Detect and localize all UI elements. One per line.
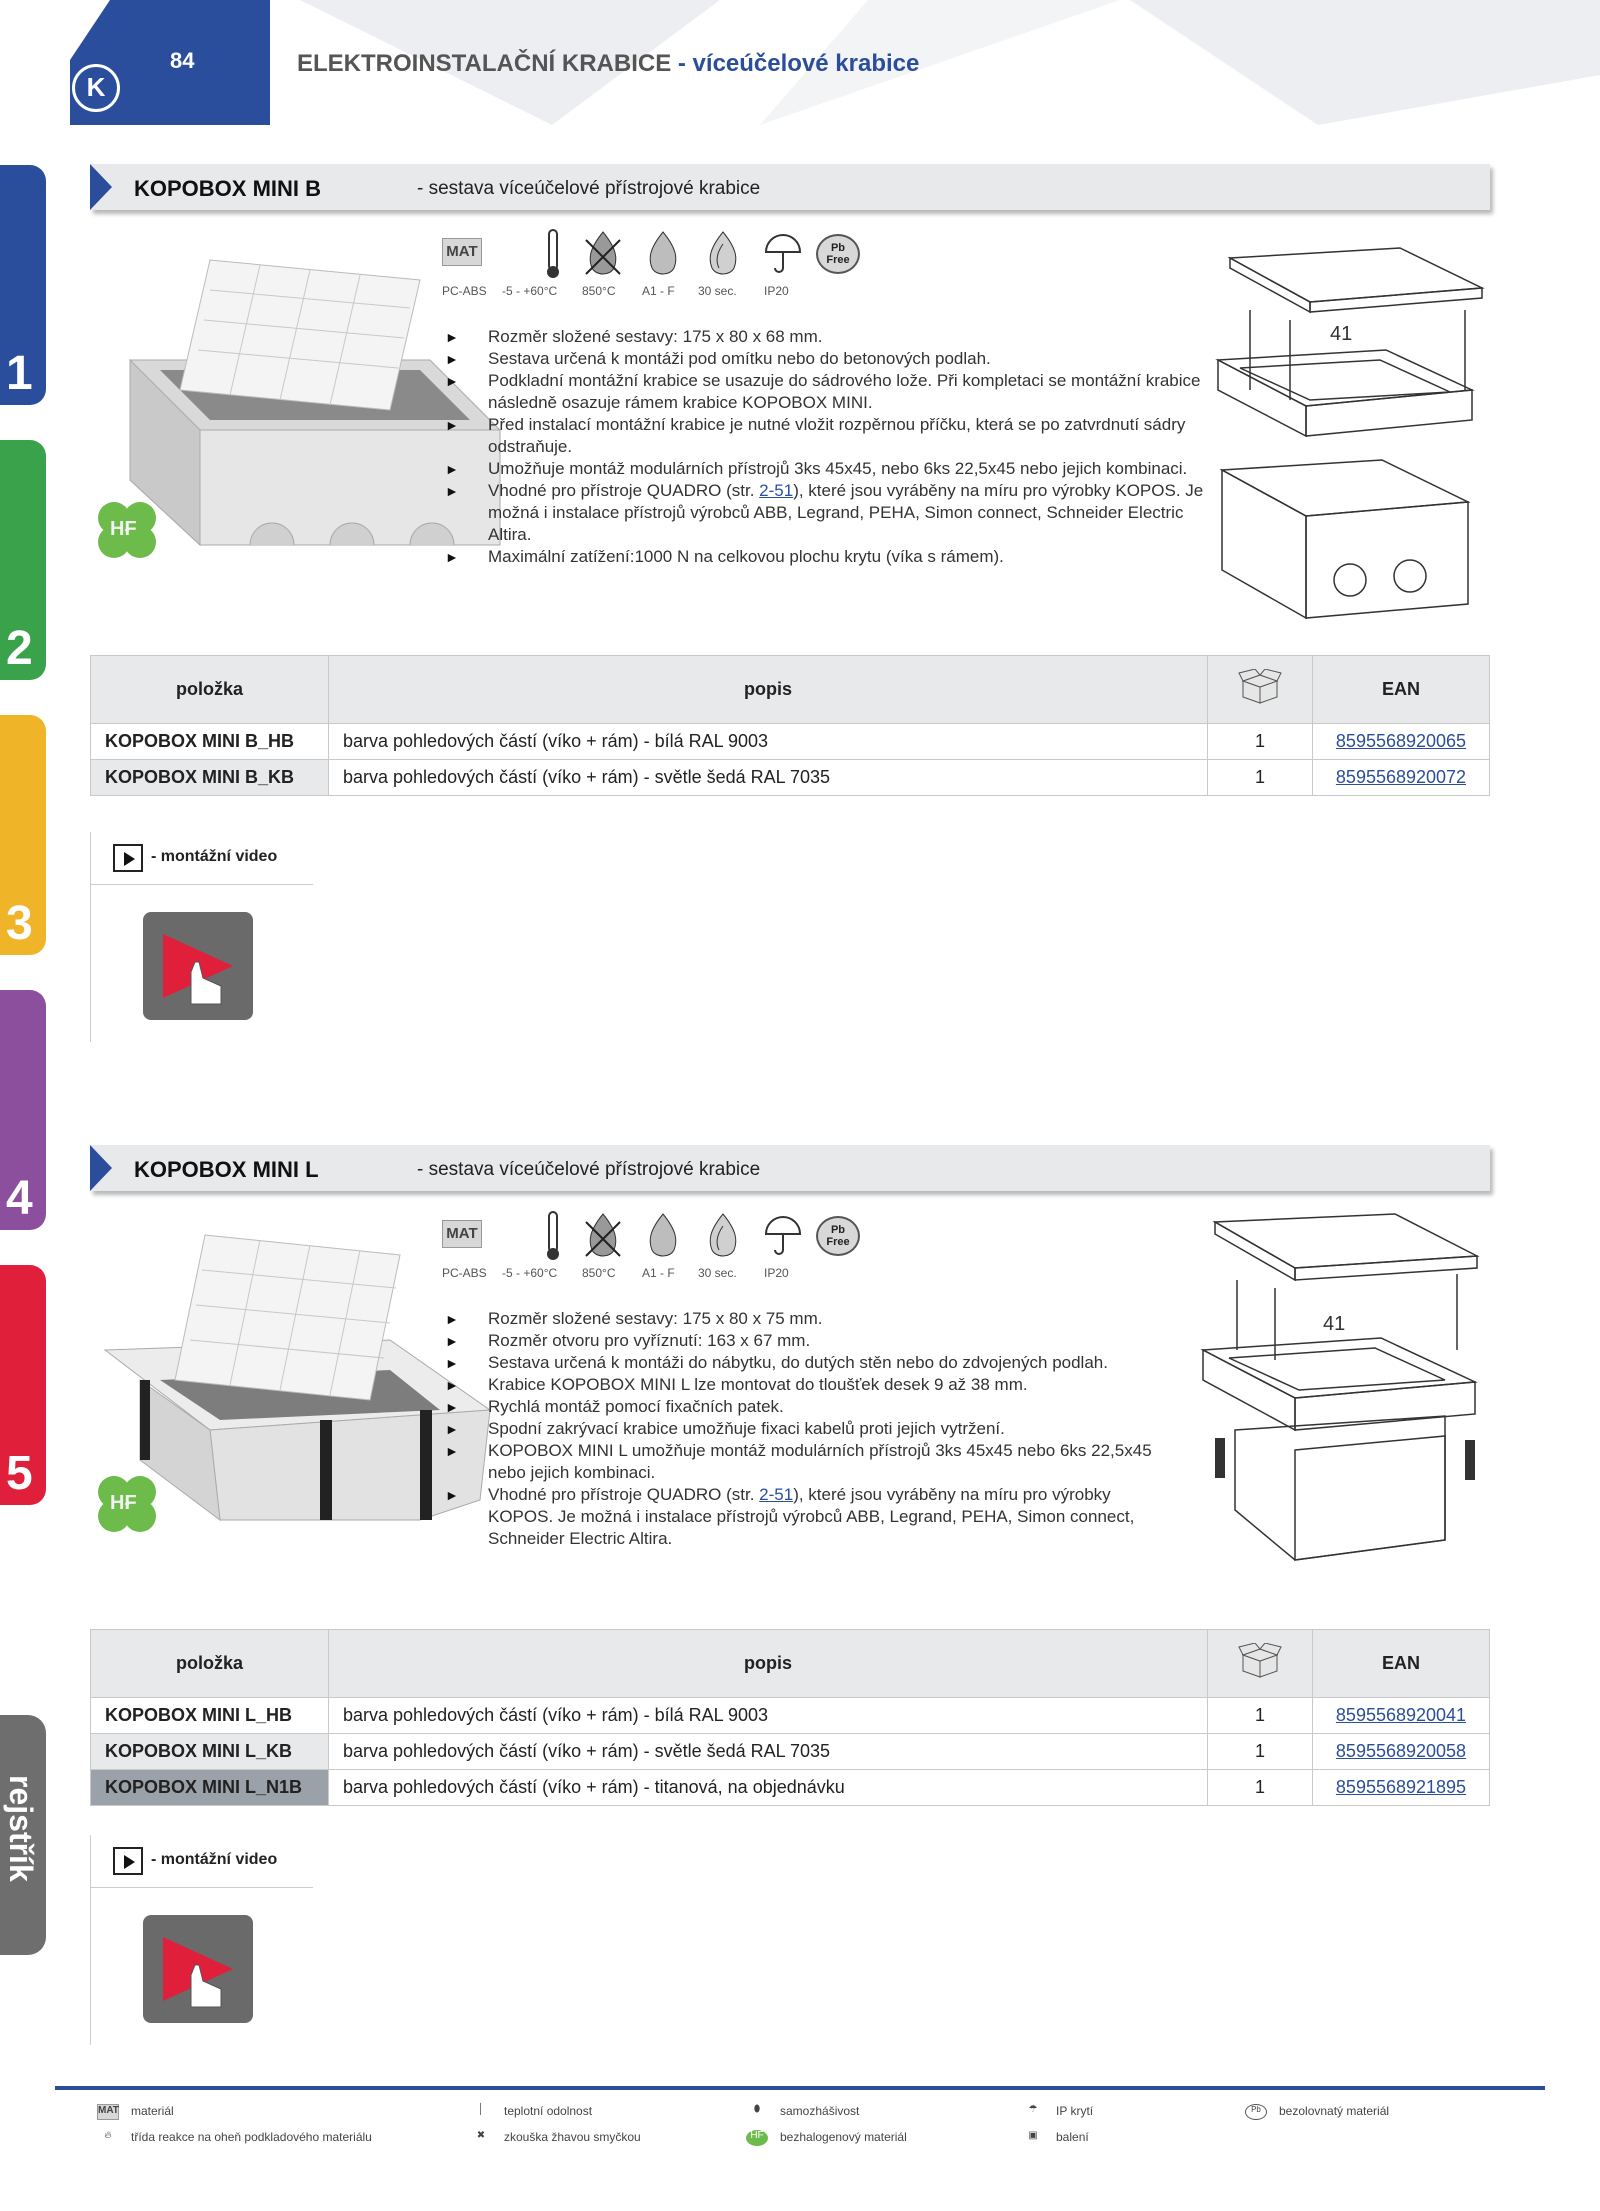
material-label: PC-ABS xyxy=(442,284,487,298)
ip-label: IP20 xyxy=(764,1266,789,1280)
column-header-packing xyxy=(1208,1630,1313,1698)
feature-item: ► Umožňuje montáž modulárních přístrojů 3ks 45x45, nebo 6ks 22,5x45 nebo jejich kombinaci. xyxy=(445,458,1205,480)
legend-glow-wire: ✖ zkouška žhavou smyčkou xyxy=(470,2130,641,2146)
legend-lead-free: Pb bezolovnatý materiál xyxy=(1245,2104,1389,2120)
column-header-item: položka xyxy=(91,656,329,724)
section-arrow-icon xyxy=(90,1145,112,1191)
section-subtitle: - sestava víceúčelové přístrojové krabice xyxy=(417,1159,761,1180)
lead-free-icon: Pb Free xyxy=(816,1216,860,1256)
column-header-packing xyxy=(1208,656,1313,724)
cell-ean[interactable]: 8595568920041 xyxy=(1313,1698,1490,1734)
section-subtitle: - sestava víceúčelové přístrojové krabice xyxy=(417,178,761,199)
legend-self-extinguish: ⬮ samozhášivost xyxy=(746,2104,859,2120)
play-video-icon xyxy=(143,1915,253,2023)
feature-item: ► Vhodné pro přístroje QUADRO (str. 2-51), které jsou vyráběny na míru pro výrobky KOPOS. Je možná i instalace přístrojů výrobců ABB, Legrand, PEHA, Simon connect, Schneider Electric Altira. xyxy=(445,480,1205,546)
column-header-item: položka xyxy=(91,1630,329,1698)
section-arrow-icon xyxy=(90,164,112,210)
section-name: KOPOBOX MINI L xyxy=(134,1157,319,1182)
thermometer-icon: │ xyxy=(477,2104,485,2115)
cell-description: barva pohledových částí (víko + rám) - bílá RAL 9003 xyxy=(329,1698,1208,1734)
page-title: ELEKTROINSTALAČNÍ KRABICE - víceúčelové krabice xyxy=(297,50,920,77)
cell-ean[interactable]: 8595568920072 xyxy=(1313,760,1490,796)
hf-clover-icon: HF xyxy=(746,2130,768,2146)
halogen-free-badge: HF xyxy=(92,1472,162,1536)
feature-item: ► KOPOBOX MINI L umožňuje montáž modulárních přístrojů 3ks 45x45 nebo 6ks 22,5x45 nebo jejich kombinaci. xyxy=(445,1440,1175,1484)
self-extinguish-icon xyxy=(700,1210,746,1262)
self-extinguish-label: 30 sec. xyxy=(698,1266,737,1280)
section-header-mini-b xyxy=(90,164,1490,210)
cell-item: KOPOBOX MINI B_HB xyxy=(91,724,329,760)
chapter-tab-4[interactable]: 4 xyxy=(0,990,46,1230)
feature-list xyxy=(445,1308,1175,1550)
chapter-tab-1[interactable]: 1 xyxy=(0,165,46,405)
column-header-ean: EAN xyxy=(1313,656,1490,724)
fire-reaction-label: A1 - F xyxy=(642,1266,675,1280)
play-icon[interactable] xyxy=(113,844,143,872)
ip-rating-icon xyxy=(760,228,806,280)
chapter-tab-3[interactable]: 3 xyxy=(0,715,46,955)
cell-description: barva pohledových částí (víko + rám) - titanová, na objednávku xyxy=(329,1770,1208,1806)
cell-quantity: 1 xyxy=(1208,1734,1313,1770)
section-header-mini-l xyxy=(90,1145,1490,1191)
feature-item: ► Podkladní montážní krabice se usazuje do sádrového lože. Při kompletaci se montážní krabice následně osazuje rámem krabice KOPOBOX MINI. xyxy=(445,370,1205,414)
material-icon: MAT xyxy=(442,1220,482,1248)
self-extinguish-icon: ⬮ xyxy=(753,2104,761,2115)
video-label: - montážní video xyxy=(151,1851,278,1868)
feature-item: ► Spodní zakrývací krabice umožňuje fixaci kabelů proti jejich vytržení. xyxy=(445,1418,1175,1440)
product-table-mini-l xyxy=(90,1629,1490,1806)
thermometer-icon xyxy=(530,1210,576,1262)
lead-free-icon: Pb Free xyxy=(816,234,860,274)
column-header-ean: EAN xyxy=(1313,1630,1490,1698)
self-extinguish-label: 30 sec. xyxy=(698,284,737,298)
ip-rating-icon xyxy=(760,1210,806,1262)
kopos-logo-icon: K xyxy=(72,64,120,112)
table-row xyxy=(91,1734,1490,1770)
property-icons xyxy=(442,1210,882,1280)
glow-wire-icon xyxy=(580,1210,626,1262)
box-icon xyxy=(1237,669,1283,705)
cell-quantity: 1 xyxy=(1208,1698,1313,1734)
svg-text:41: 41 xyxy=(1330,323,1353,345)
property-icons xyxy=(442,228,882,298)
cell-ean[interactable]: 8595568920058 xyxy=(1313,1734,1490,1770)
video-block-mini-l xyxy=(90,1835,312,2045)
material-label: PC-ABS xyxy=(442,1266,487,1280)
glow-wire-icon xyxy=(580,228,626,280)
mat-icon: MAT xyxy=(97,2104,119,2120)
box-icon: ▣ xyxy=(1028,2130,1038,2141)
chapter-tab-2[interactable]: 2 xyxy=(0,440,46,680)
feature-item: ► Rozměr složené sestavy: 175 x 80 x 68 mm. xyxy=(445,326,1205,348)
feature-item: ► Sestava určená k montáži do nábytku, do dutých stěn nebo do zdvojených podlah. xyxy=(445,1352,1175,1374)
feature-item: ► Rozměr složené sestavy: 175 x 80 x 75 mm. xyxy=(445,1308,1175,1330)
exploded-drawing-mini-b xyxy=(1210,240,1500,630)
temperature-label: -5 - +60°C xyxy=(502,284,558,298)
table-row xyxy=(91,760,1490,796)
thermometer-icon xyxy=(530,228,576,280)
legend-temperature: │ teplotní odolnost xyxy=(470,2104,592,2120)
exploded-drawing-mini-l xyxy=(1195,1210,1495,1600)
cell-quantity: 1 xyxy=(1208,724,1313,760)
table-row xyxy=(91,1770,1490,1806)
fire-reaction-icon xyxy=(640,1210,686,1262)
legend-material: MAT materiál xyxy=(98,2104,174,2119)
cell-ean[interactable]: 8595568920065 xyxy=(1313,724,1490,760)
column-header-description: popis xyxy=(329,1630,1208,1698)
fire-reaction-label: A1 - F xyxy=(642,284,675,298)
cell-item: KOPOBOX MINI L_N1B xyxy=(91,1770,329,1806)
column-header-description: popis xyxy=(329,656,1208,724)
play-video-icon xyxy=(143,912,253,1020)
feature-list xyxy=(445,326,1205,568)
page-link[interactable]: 2-51 xyxy=(759,1485,794,1504)
svg-text:41: 41 xyxy=(1323,1313,1346,1335)
video-thumbnail[interactable] xyxy=(143,912,253,1020)
video-block-mini-b xyxy=(90,832,312,1042)
cell-description: barva pohledových částí (víko + rám) - bílá RAL 9003 xyxy=(329,724,1208,760)
material-icon: MAT xyxy=(442,238,482,266)
halogen-free-badge: HF xyxy=(92,498,162,562)
feature-item: ► Krabice KOPOBOX MINI L lze montovat do tloušťek desek 9 až 38 mm. xyxy=(445,1374,1175,1396)
table-row xyxy=(91,724,1490,760)
glow-wire-label: 850°C xyxy=(582,284,616,298)
glow-wire-icon: ✖ xyxy=(476,2130,486,2141)
index-tab[interactable]: rejstřík xyxy=(0,1715,46,1955)
cell-quantity: 1 xyxy=(1208,1770,1313,1806)
feature-item: ► Rychlá montáž pomocí fixačních patek. xyxy=(445,1396,1175,1418)
fire-reaction-icon xyxy=(640,228,686,280)
cell-item: KOPOBOX MINI B_KB xyxy=(91,760,329,796)
cell-description: barva pohledových částí (víko + rám) - světle šedá RAL 7035 xyxy=(329,760,1208,796)
self-extinguish-icon xyxy=(700,228,746,280)
legend-packing: ▣ balení xyxy=(1022,2130,1089,2146)
cell-item: KOPOBOX MINI L_KB xyxy=(91,1734,329,1770)
cell-item: KOPOBOX MINI L_HB xyxy=(91,1698,329,1734)
ip-label: IP20 xyxy=(764,284,789,298)
page-number: 84 xyxy=(170,48,195,73)
lead-free-icon: Pb xyxy=(1245,2104,1267,2120)
feature-item: ► Rozměr otvoru pro vyříznutí: 163 x 67 mm. xyxy=(445,1330,1175,1352)
box-icon xyxy=(1237,1643,1283,1679)
chapter-tab-5[interactable]: 5 xyxy=(0,1265,46,1505)
feature-item: ► Vhodné pro přístroje QUADRO (str. 2-51), které jsou vyráběny na míru pro výrobky KOPOS. Je možná i instalace přístrojů výrobců ABB, Legrand, PEHA, Simon connect, Schneider Electric Altira. xyxy=(445,1484,1175,1550)
legend-halogen-free: HF bezhalogenový materiál xyxy=(746,2130,907,2146)
product-table-mini-b xyxy=(90,655,1490,796)
flame-icon: 🔥︎ xyxy=(104,2130,112,2141)
umbrella-icon: ☂ xyxy=(1028,2104,1038,2115)
cell-ean[interactable]: 8595568921895 xyxy=(1313,1770,1490,1806)
feature-item: ► Maximální zatížení:1000 N na celkovou plochu krytu (víka s rámem). xyxy=(445,546,1205,568)
video-label: - montážní video xyxy=(151,848,278,865)
section-name: KOPOBOX MINI B xyxy=(134,176,322,201)
legend-fire-reaction: 🔥︎ třída reakce na oheň podkladového materiálu xyxy=(97,2130,372,2146)
feature-item: ► Před instalací montážní krabice je nutné vložit rozpěrnou příčku, která se po zatvrdnutí sádry odstraňuje. xyxy=(445,414,1205,458)
play-icon[interactable] xyxy=(113,1847,143,1875)
table-header-row xyxy=(91,1630,1490,1698)
temperature-label: -5 - +60°C xyxy=(502,1266,558,1280)
legend-ip: ☂ IP krytí xyxy=(1022,2104,1093,2120)
cell-description: barva pohledových částí (víko + rám) - světle šedá RAL 7035 xyxy=(329,1734,1208,1770)
feature-item: ► Sestava určená k montáži pod omítku nebo do betonových podlah. xyxy=(445,348,1205,370)
cell-quantity: 1 xyxy=(1208,760,1313,796)
page-link[interactable]: 2-51 xyxy=(759,481,794,500)
video-thumbnail[interactable] xyxy=(143,1915,253,2023)
footer-divider xyxy=(55,2086,1545,2090)
glow-wire-label: 850°C xyxy=(582,1266,616,1280)
table-row xyxy=(91,1698,1490,1734)
table-header-row xyxy=(91,656,1490,724)
